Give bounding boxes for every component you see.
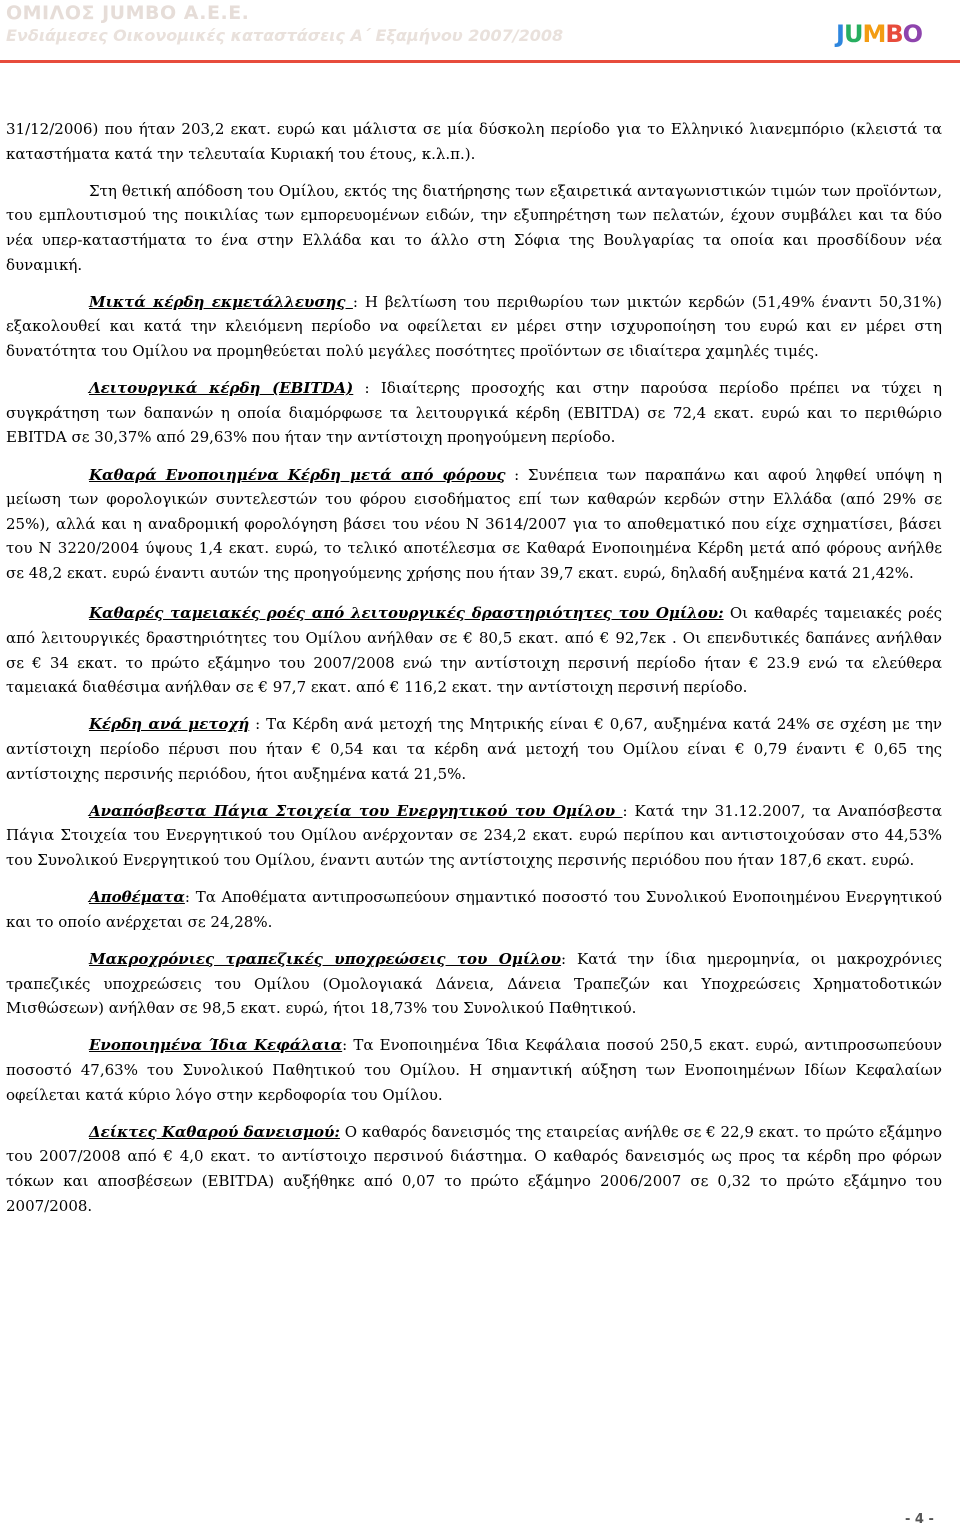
paragraph-text: : Κατά την 31.12.2007, τα Αναπόσβεστα Πάγια Στοιχεία του Ενεργητικού του Ομίλου ανέρχονταν σε 234,2 εκατ. ευρώ περίπου και αντιστοιχούσαν στο 44,53% του Συνολικού Ενεργητικού του Ομίλου, έναντι αυτών της αντίστοιχης περσινής περιόδου που ήταν 187,6 εκατ. ευρώ.: [6, 801, 942, 869]
paragraph-text: : Τα Αποθέματα αντιπροσωπεύουν σημαντικό ποσοστό του Συνολικού Ενοποιημένου Ενεργητικού και το οποίο ανέρχεται σε 24,28%.: [6, 888, 942, 931]
logo-letter: O: [902, 20, 923, 48]
page-number: - 4 -: [905, 1512, 934, 1527]
paragraph: [6, 1033, 942, 1107]
paragraph: [6, 290, 942, 364]
paragraph: [6, 885, 942, 934]
paragraph-text: : Κατά την ίδια ημερομηνία, οι μακροχρόνιες τραπεζικές υποχρεώσεις του Ομίλου (Ομολογιακά Δάνεια, Δάνεια Τραπεζών και Υποχρεώσεις Χρηματοδοτικών Μισθώσεων) ανήλθαν σε 98,5 εκατ. ευρώ, ήτοι 18,73% του Συνολικού Παθητικού.: [6, 949, 942, 1018]
paragraph-text: 31/12/2006) που ήταν 203,2 εκατ. ευρώ και μάλιστα σε μία δύσκολη περίοδο για το Ελληνικό λιανεμπόριο (κλειστά τα καταστήματα κατά την τελευταία Κυριακή του έτους, κ.λ.π.).: [6, 120, 942, 163]
paragraph-heading: Καθαρά Ενοποιημένα Κέρδη μετά από φόρους: [89, 465, 506, 484]
paragraph-text: : Τα Κέρδη ανά μετοχή της Μητρικής είναι € 0,67, αυξημένα κατά 24% σε σχέση με την αντίστοιχη περίοδο πέρυσι που ήταν € 0,54 και τα κέρδη ανά μετοχή του Ομίλου είναι € 0,79 έναντι € 0,65 της αντίστοιχης περσινής περιόδου, ήτοι αυξημένα κατά 21,5%.: [6, 715, 942, 783]
paragraph-heading: Δείκτες Καθαρού δανεισμού:: [89, 1122, 340, 1141]
paragraph: [6, 799, 942, 873]
paragraph-heading: Μακροχρόνιες τραπεζικές υποχρεώσεις του Ομίλου: [89, 949, 562, 968]
paragraph-heading: Αναπόσβεστα Πάγια Στοιχεία του Ενεργητικού του Ομίλου: [89, 801, 623, 820]
jumbo-logo: [836, 20, 922, 48]
report-subtitle: Ενδιάμεσες Οικονομικές καταστάσεις Α΄ Εξαμήνου 2007/2008: [6, 26, 564, 45]
paragraph: [6, 179, 942, 277]
company-name: ΟΜΙΛΟΣ JUMBO A.E.E.: [6, 2, 250, 24]
document-body: [6, 117, 942, 1231]
paragraph-text: Οι καθαρές ταμειακές ροές από λειτουργικές δραστηριότητες του Ομίλου ανήλθαν σε € 80,5 εκατ. από € 92,7εκ . Οι επενδυτικές δαπάνες ανήλθαν σε € 34 εκατ. το πρώτο εξάμηνο του 2007/2008 ενώ την αντίστοιχη περσινή περίοδο ήταν € 23.9 ενώ τα ελεύθερα ταμειακά διαθέσιμα ανήλθαν σε € 97,7 εκατ. από € 116,2 εκατ. την αντίστοιχη περσινή περίοδο.: [6, 604, 943, 697]
paragraph-heading: Αποθέματα: [89, 888, 185, 907]
paragraph-text: Ο καθαρός δανεισμός της εταιρείας ανήλθε σε € 22,9 εκατ. το πρώτο εξάμηνο του 2007/2008 από € 4,0 εκατ. το αντίστοιχο περσινού διάστημα. Ο καθαρός δανεισμός ως προς τα κέρδη προ φόρων τόκων και αποσβέσεων (EBITDA) αυξήθηκε από 0,07 το πρώτο εξάμηνο 2006/2007 σε 0,32 το πρώτο εξάμηνο του 2007/2008.: [6, 1122, 943, 1215]
paragraph: [6, 117, 942, 166]
paragraph: [6, 1120, 942, 1218]
paragraph-heading: Μικτά κέρδη εκμετάλλευσης: [89, 292, 353, 311]
paragraph-text: : Ιδιαίτερης προσοχής και στην παρούσα περίοδο πρέπει να τύχει η συγκράτηση των δαπανών η οποία διαμόρφωσε τα λειτουργικά κέρδη (EBITDA) σε 72,4 εκατ. ευρώ και το περιθώριο EBITDA σε 30,37% από 29,63% που ήταν την αντίστοιχη προηγούμενη περίοδο.: [6, 379, 943, 447]
paragraph-text: Στη θετική απόδοση του Ομίλου, εκτός της διατήρησης των εξαιρετικά ανταγωνιστικών τιμών των προϊόντων, του εμπλουτισμού της ποικιλίας των εμπορευομένων ειδών, την εξυπηρέτηση των πελατών, έχουν συμβάλει και τα δύο νέα υπερ-καταστήματα το ένα στην Ελλάδα και το άλλο στη Σόφια της Βουλγαρίας τα οποία και προσδίδουν νέα δυναμική.: [6, 181, 942, 274]
header-divider: [0, 60, 960, 63]
paragraph-heading: Κέρδη ανά μετοχή: [89, 715, 250, 734]
paragraph-heading: Ενοποιημένα Ίδια Κεφάλαια: [89, 1036, 343, 1055]
logo-letter: U: [843, 20, 863, 48]
logo-letter: B: [885, 20, 903, 48]
paragraph-heading: Λειτουργικά κέρδη (EBITDA): [89, 379, 354, 398]
page-header: [0, 0, 960, 60]
logo-letter: J: [836, 20, 844, 48]
paragraph-heading: Καθαρές ταμειακές ροές από λειτουργικές δραστηριότητες του Ομίλου:: [89, 604, 724, 623]
paragraph: [6, 463, 942, 586]
paragraph-text: : Συνέπεια των παραπάνω και αφού ληφθεί υπόψη η μείωση των φορολογικών συντελεστών του φόρου εισοδήματος επί των καθαρών κερδών στην Ελλάδα (από 29% σε 25%), αλλά και η αναδρομική φορολόγηση βάσει του νέου Ν 3614/2007 για το αποθεματικό που είχε σχηματίσει, βάσει του Ν 3220/2004 ύψους 1,4 εκατ. ευρώ, το τελικό αποτέλεσμα σε Καθαρά Ενοποιημένα Κέρδη μετά από φόρους ανήλθε σε 48,2 εκατ. ευρώ έναντι αυτών της προηγούμενης χρήσης που ήταν 39,7 εκατ. ευρώ, δηλαδή αυξημένα κατά 21,42%.: [6, 465, 943, 582]
paragraph: [6, 947, 942, 1021]
paragraph-text: : Τα Ενοποιημένα Ίδια Κεφάλαια ποσού 250,5 εκατ. ευρώ, αντιπροσωπεύουν ποσοστό 47,63% του Συνολικού Παθητικού του Ομίλου. Η σημαντική αύξηση των Ενοποιημένων Ιδίων Κεφαλαίων οφείλεται κατά κύριο λόγο στην κερδοφορία του Ομίλου.: [6, 1036, 942, 1104]
paragraph: [6, 376, 942, 450]
logo-letter: M: [862, 20, 886, 48]
paragraph: [6, 712, 942, 786]
paragraph-text: : Η βελτίωση του περιθωρίου των μικτών κερδών (51,49% έναντι 50,31%) εξακολουθεί και κατά την κλειόμενη περίοδο να οφείλεται εν μέρει στην ισχυροποίηση του ευρώ και εν μέρει στη δυνατότητα του Ομίλου να προμηθεύεται πολύ μεγάλες ποσότητες προϊόντων σε ιδιαίτερα χαμηλές τιμές.: [6, 292, 942, 360]
paragraph: [6, 601, 942, 699]
